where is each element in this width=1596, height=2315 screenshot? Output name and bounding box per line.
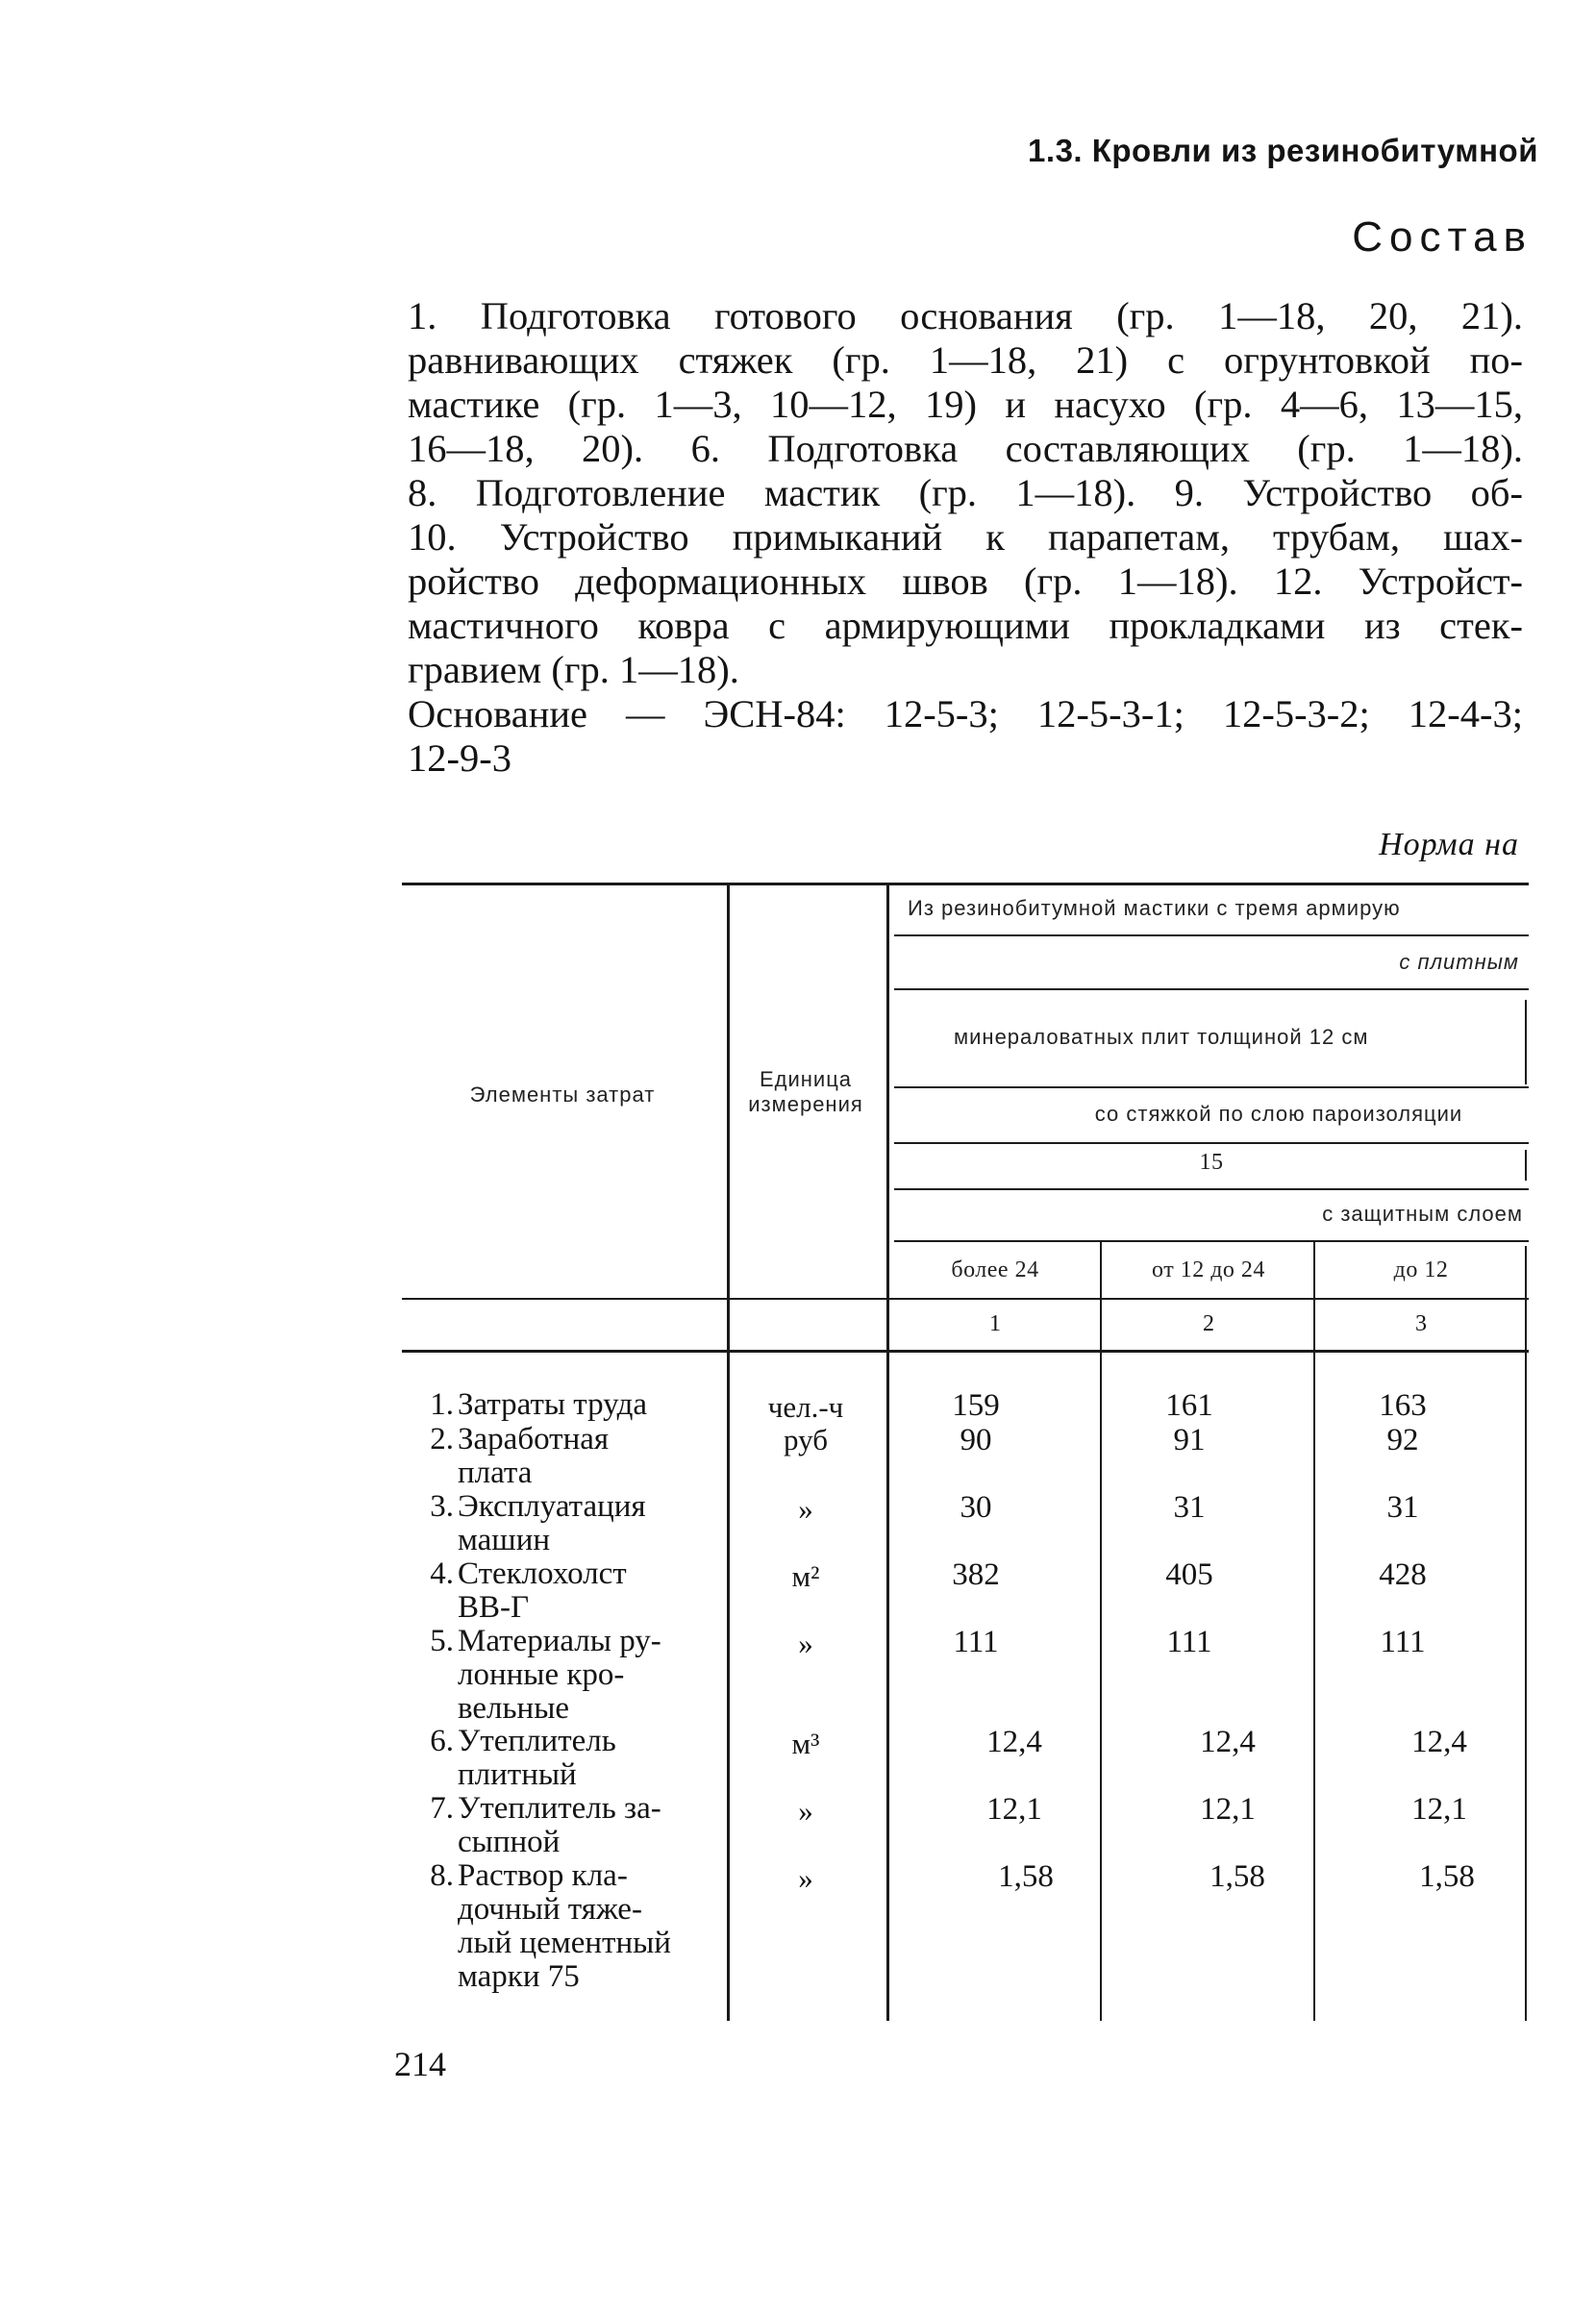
col-divider [727, 884, 730, 2021]
table-row [411, 1490, 711, 1557]
row-label: Заработная [458, 1422, 610, 1456]
table-row [411, 1859, 711, 1994]
row-label-cont: сыпной [458, 1825, 561, 1859]
table-row [411, 1423, 711, 1490]
header-rule [894, 988, 1529, 990]
subcol-over-24: более 24 [951, 1257, 1039, 1282]
header-insulation: минераловатных плит толщиной 12 см [954, 1025, 1369, 1049]
row-value: 12,1 [1411, 1792, 1467, 1827]
basis-line: 12-9-3 [408, 736, 511, 780]
row-label: Утеплитель [458, 1724, 616, 1758]
row-number: 2. [430, 1422, 454, 1456]
row-value: 1,58 [998, 1859, 1054, 1894]
row-label: Раствор кла- [458, 1858, 628, 1893]
row-unit: » [798, 1492, 813, 1526]
row-value: 1,58 [1419, 1859, 1475, 1894]
table-row [411, 1388, 711, 1422]
composition-line: 10. Устройство примыканий к парапетам, трубам, шах- [408, 515, 1523, 559]
section-title: 1.3. Кровли из резинобитумной [1028, 133, 1538, 168]
row-label-cont: плата [458, 1456, 533, 1490]
row-label: Затраты труда [458, 1387, 648, 1422]
row-value: 91 [1173, 1423, 1206, 1457]
col-number: 3 [1415, 1311, 1427, 1336]
header-rule [894, 1086, 1529, 1088]
row-number: 4. [430, 1556, 454, 1591]
row-unit: » [798, 1861, 813, 1895]
col-number: 1 [989, 1311, 1001, 1336]
table-numbers-bottom-rule [402, 1350, 1529, 1353]
row-value: 92 [1386, 1423, 1419, 1457]
row-value: 31 [1386, 1490, 1419, 1525]
composition-line: равнивающих стяжек (гр. 1—18, 21) с огрунтовкой по- [408, 338, 1523, 382]
header-elements-of-cost: Элементы затрат [469, 1083, 656, 1107]
row-value: 12,4 [986, 1725, 1042, 1759]
row-label: Эксплуатация [458, 1489, 646, 1524]
row-value: 111 [1380, 1625, 1426, 1659]
row-value: 111 [1166, 1625, 1212, 1659]
row-label: Утеплитель за- [458, 1791, 661, 1826]
row-label-cont: лый цементный [458, 1926, 671, 1960]
col-divider [1525, 1000, 1527, 1084]
row-label-cont: лонные кро- [458, 1657, 625, 1692]
col-divider [1525, 1246, 1527, 2021]
row-number: 8. [430, 1858, 454, 1893]
row-value: 163 [1379, 1388, 1427, 1423]
row-label-cont: марки 75 [458, 1959, 580, 1994]
row-number: 3. [430, 1489, 454, 1524]
table-row [411, 1625, 711, 1726]
basis-line: Основание — ЭСН-84: 12-5-3; 12-5-3-1; 12-5-3-2; 12-4-3; [408, 692, 1523, 735]
row-unit: » [798, 1794, 813, 1828]
table-row [411, 1725, 711, 1792]
row-number: 6. [430, 1724, 454, 1758]
composition-line: 8. Подготовление мастик (гр. 1—18). 9. Устройство об- [408, 471, 1523, 514]
table-header-bottom-rule [402, 1298, 1529, 1300]
header-number-15: 15 [1199, 1150, 1224, 1175]
header-material-type: Из резинобитумной мастики с тремя армирую [908, 896, 1401, 920]
row-label-cont: ВВ-Г [458, 1590, 530, 1625]
row-label: Материалы ру- [458, 1624, 661, 1658]
row-value: 12,4 [1411, 1725, 1467, 1759]
row-value: 12,1 [986, 1792, 1042, 1827]
header-rule [894, 1240, 1529, 1242]
row-value: 1,58 [1209, 1859, 1265, 1894]
row-value: 12,4 [1200, 1725, 1256, 1759]
composition-line: 16—18, 20). 6. Подготовка составляющих (гр. 1—18). [408, 427, 1523, 470]
row-value: 161 [1165, 1388, 1213, 1423]
row-label-cont: машин [458, 1523, 551, 1557]
row-unit: » [798, 1627, 813, 1660]
row-value: 31 [1173, 1490, 1206, 1525]
sostav-heading: Состав [1352, 213, 1533, 261]
header-unit-line2: измерения [748, 1092, 863, 1116]
col-number: 2 [1203, 1311, 1214, 1336]
row-unit: м² [791, 1559, 820, 1593]
subcol-12-to-24: от 12 до 24 [1152, 1257, 1265, 1282]
header-protective-layer: с защитным слоем [1322, 1202, 1523, 1226]
col-divider [886, 884, 889, 2021]
header-screed: со стяжкой по слою пароизоляции [1094, 1102, 1463, 1126]
header-plate-type: с плитным [1399, 950, 1519, 974]
row-value: 111 [953, 1625, 999, 1659]
row-value: 12,1 [1200, 1792, 1256, 1827]
row-label-cont: дочный тяже- [458, 1892, 642, 1927]
row-value: 405 [1165, 1557, 1213, 1592]
row-value: 159 [952, 1388, 1000, 1423]
row-unit: м³ [791, 1727, 820, 1760]
row-value: 30 [960, 1490, 992, 1525]
row-number: 1. [430, 1387, 454, 1422]
row-number: 5. [430, 1624, 454, 1658]
header-unit-line1: Единица [759, 1067, 853, 1091]
table-row [411, 1792, 711, 1859]
table-row [411, 1557, 711, 1625]
row-value: 90 [960, 1423, 992, 1457]
composition-line: ройство деформационных швов (гр. 1—18). 12. Устройст- [408, 560, 1523, 603]
header-rule [894, 934, 1529, 936]
page-number: 214 [394, 2045, 446, 2083]
row-label-cont: вельные [458, 1691, 570, 1726]
col-divider [1313, 1242, 1315, 2021]
composition-line: мастике (гр. 1—3, 10—12, 19) и насухо (гр. 4—6, 13—15, [408, 383, 1523, 426]
col-divider [1525, 1150, 1527, 1181]
header-rule [894, 1142, 1529, 1144]
subcol-up-to-12: до 12 [1393, 1257, 1449, 1282]
col-divider [1100, 1242, 1102, 2021]
row-value: 382 [952, 1557, 1000, 1592]
row-label: Стеклохолст [458, 1556, 627, 1591]
row-number: 7. [430, 1791, 454, 1826]
header-rule [894, 1188, 1529, 1190]
composition-line: гравием (гр. 1—18). [408, 648, 739, 691]
row-unit: чел.-ч [767, 1390, 844, 1424]
composition-line: 1. Подготовка готового основания (гр. 1—18, 20, 21). [408, 294, 1523, 337]
row-unit: руб [784, 1423, 828, 1456]
row-value: 428 [1379, 1557, 1427, 1592]
composition-text [408, 294, 1523, 781]
table-top-rule [402, 883, 1529, 885]
row-label-cont: плитный [458, 1757, 577, 1792]
norma-label: Норма на [1379, 827, 1519, 862]
composition-line: мастичного ковра с армирующими прокладками из стек- [408, 604, 1523, 647]
